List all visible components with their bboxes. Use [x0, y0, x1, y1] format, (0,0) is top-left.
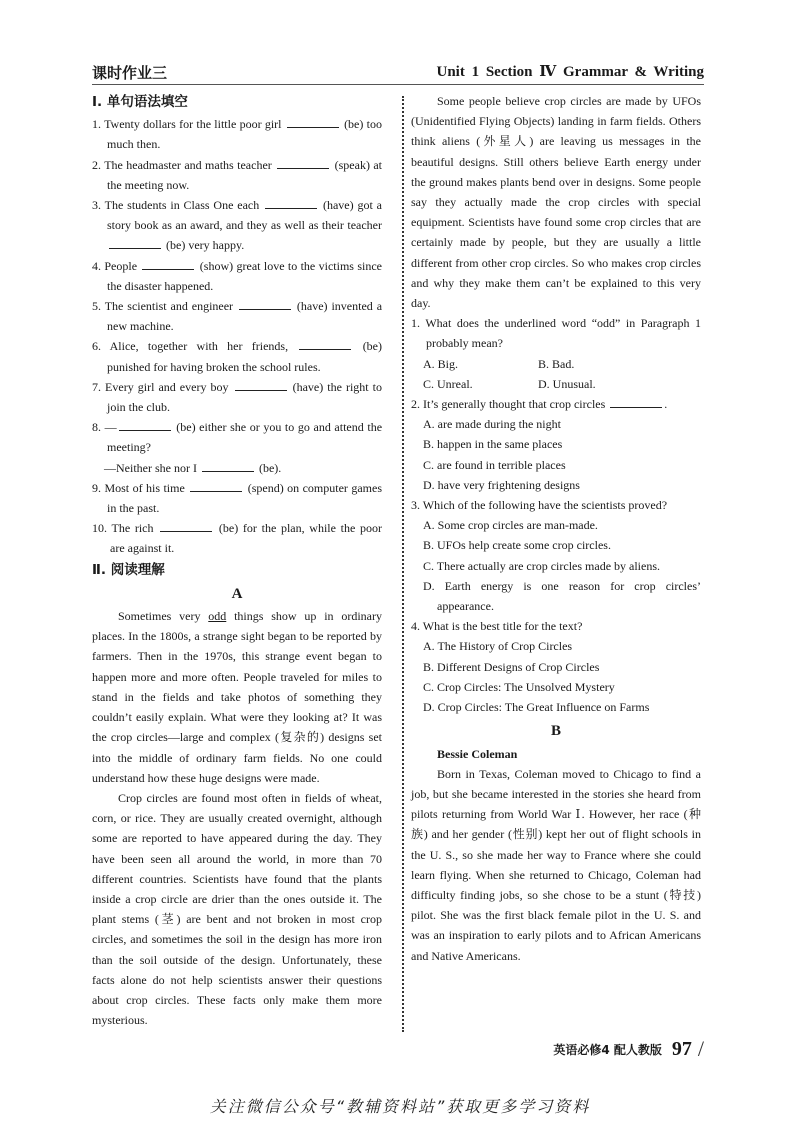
slash-mark: /: [697, 1036, 704, 1061]
option[interactable]: B. UFOs help create some crop circles.: [423, 538, 611, 553]
grammar-item-10: 10. The rich (be) for the plan, while the poor are against it.: [92, 521, 383, 556]
passage-a-label: A: [231, 585, 243, 602]
option[interactable]: C. Crop Circles: The Unsolved Mystery: [423, 679, 615, 694]
option[interactable]: D. Unusual.: [538, 376, 596, 391]
question-1-stem: 1. What does the underlined word “odd” in Paragraph 1 probably mean?: [411, 316, 701, 351]
answer-blank[interactable]: [190, 480, 242, 492]
option[interactable]: B. happen in the same places: [423, 437, 563, 452]
question-1-options-row-2: [411, 374, 701, 394]
grammar-item-4: 4. People (show) great love to the victims since the disaster happened.: [92, 258, 382, 293]
answer-blank[interactable]: [202, 460, 254, 472]
answer-blank[interactable]: [610, 396, 662, 408]
grammar-item-6: 6. Alice, together with her friends, (be) punished for having broken the school rules.: [92, 339, 383, 374]
book-label: 英语必修4 配人教版: [553, 1042, 662, 1057]
option[interactable]: A. Some crop circles are man-made.: [423, 518, 598, 533]
grammar-item-7: 7. Every girl and every boy (have) the right to join the club.: [92, 379, 383, 415]
answer-blank[interactable]: [239, 298, 291, 310]
page-footer: [553, 1036, 704, 1062]
option[interactable]: B. Different Designs of Crop Circles: [423, 659, 600, 674]
passage-b-title: Bessie Coleman: [437, 746, 518, 761]
header-rule: [92, 84, 704, 85]
grammar-item-9: 9. Most of his time (spend) on computer games in the past.: [92, 480, 383, 516]
left-column: [92, 91, 382, 1030]
question-4-stem: 4. What is the best title for the text?: [411, 619, 583, 634]
answer-blank[interactable]: [119, 419, 171, 431]
option[interactable]: C. There actually are crop circles made by aliens.: [423, 558, 661, 573]
option[interactable]: B. Bad.: [538, 356, 575, 371]
grammar-item-2: 2. The headmaster and maths teacher (speak) at the meeting now.: [92, 157, 383, 192]
column-divider: [402, 96, 404, 1032]
grammar-item-8: 8. — (be) either she or you to go and attend the meeting?: [92, 420, 383, 455]
answer-blank[interactable]: [142, 258, 194, 270]
question-1-options-row-1: [411, 354, 701, 374]
option[interactable]: C. are found in terrible places: [423, 457, 566, 472]
question-3-stem: 3. Which of the following have the scientists proved?: [411, 498, 668, 513]
option[interactable]: A. Big.: [423, 356, 459, 371]
answer-blank[interactable]: [265, 197, 317, 209]
option[interactable]: A. are made during the night: [423, 417, 561, 432]
passage-a-paragraph-3: Some people believe crop circles are made by UFOs (Unidentified Flying Objects) landing in farm fields. Others think aliens (外星人) are leaving us messages in the beautiful designs. Still others believe Earth energy under the ground makes plants bend over in designs. Some people say they actually made the crop circles with special equipment. Scientists have found some crop circles that are certainly made by people, but they are usually a little different from other crop circles. So who makes crop circles and why they make them can’t be explained to this very day.: [411, 94, 701, 311]
passage-b-label: B: [550, 723, 561, 740]
option[interactable]: C. Unreal.: [423, 376, 473, 391]
grammar-item-8-response: —Neither she nor I (be).: [104, 460, 282, 475]
grammar-item-1: 1. Twenty dollars for the little poor girl (be) too much then.: [92, 117, 382, 152]
grammar-item-5: 5. The scientist and engineer (have) invented a new machine.: [92, 299, 383, 334]
question-2-stem: 2. It’s generally thought that crop circles .: [411, 397, 668, 412]
option[interactable]: D. have very frightening designs: [423, 477, 580, 492]
grammar-item-3: 3. The students in Class One each (have) got a story book as an award, and they as well as their teacher (be) very happy.: [92, 198, 382, 253]
part1-title: Ⅰ. 单句语法填空: [92, 94, 188, 110]
answer-blank[interactable]: [277, 157, 329, 169]
worksheet-title: 课时作业三: [92, 64, 168, 82]
answer-blank[interactable]: [109, 237, 161, 249]
part2-title: Ⅱ. 阅读理解: [92, 561, 165, 578]
answer-blank[interactable]: [287, 116, 339, 128]
answer-blank[interactable]: [299, 338, 351, 350]
unit-section-title: Unit 1 Section Ⅳ Grammar & Writing: [436, 64, 704, 80]
right-column: [411, 91, 701, 966]
promo-note: 关注微信公众号“教辅资料站”获取更多学习资料: [209, 1097, 591, 1116]
passage-b-paragraph-1: Born in Texas, Coleman moved to Chicago to find a job, but she became interested in the stories she heard from pilots returning from World War Ⅰ. However, her race (种族) and her gender (性别) kept her out of flight schools in the U. S., so she made her way to France where she could learn flying. When she returned to Chicago, Coleman had difficulty finding jobs, so she chose to be a stunt (特技) pilot. She was the first black female pilot in the U. S. and was an inspiration to early pilots and to African Americans and Native Americans.: [411, 766, 701, 963]
passage-a-paragraph-2: Crop circles are found most often in fields of wheat, corn, or rice. They are usually created overnight, although some are reported to have appeared during the day. They have been seen all around the world, in more than 70 different countries. Scientists have found that the plants inside a crop circle are drier than the ones outside it. The plant stems (茎) are bent and not broken in most crop circles, and sometimes the soil in the design has more iron than the soil outside of the design. Unfortunately, these facts alone do not help scientists answer their questions about crop circles. These facts only make them more mysterious.: [92, 790, 382, 1028]
passage-a-paragraph-1: Sometimes very odd things show up in ordinary places. In the 1800s, a strange sight began to be reported by farmers. Then in the 1970s, this strange event began to happen more and more often. People traveled for miles to stand in the fields and take photos of something they couldn’t easily explain. What were they looking at? It was the crop circles—large and complex (复杂的) designs set into the middle of ordinary farm fields. No one could understand how these huge designs were made.: [92, 609, 382, 785]
answer-blank[interactable]: [160, 520, 212, 532]
answer-blank[interactable]: [235, 379, 287, 391]
option[interactable]: D. Earth energy is one reason for crop circles’ appearance.: [423, 578, 701, 614]
option[interactable]: D. Crop Circles: The Great Influence on Farms: [423, 700, 650, 715]
underlined-word-odd: odd: [208, 609, 227, 624]
option[interactable]: A. The History of Crop Circles: [423, 639, 573, 654]
page-number: 97: [671, 1037, 692, 1060]
